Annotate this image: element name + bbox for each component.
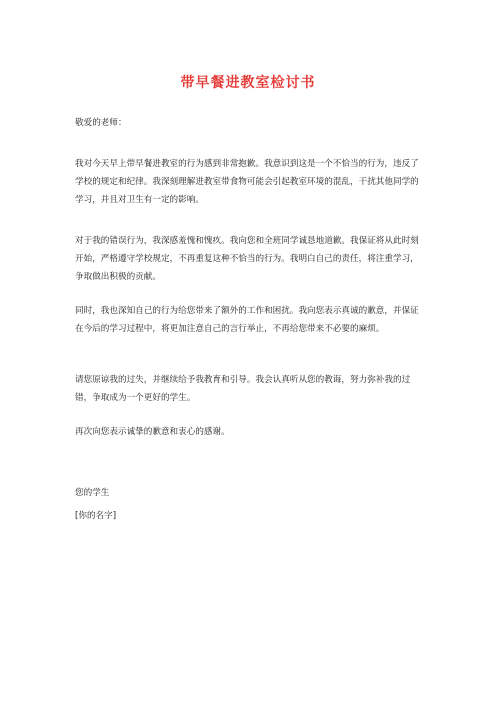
paragraph-1: 我对今天早上带早餐进教室的行为感到非常抱歉。我意识到这是一个不恰当的行为，违反了学校的规定和纪律。我深刻理解进教室带食物可能会引起教室环境的混乱，干扰其他同学的学习，并且对卫生有一定的影响。 bbox=[75, 159, 419, 205]
paragraph-3: 同时，我也深知自己的行为给您带来了额外的工作和困扰。我向您表示真诚的歉意，并保证在今后的学习过程中，将更加注意自己的言行举止，不再给您带来不必要的麻烦。 bbox=[75, 306, 419, 334]
paragraph-2: 对于我的错误行为，我深感羞愧和愧疚。我向您和全班同学诚恳地道歉。我保证将从此时刻开始，严格遵守学校规定，不再重复这种不恰当的行为。我明白自己的责任，将注重学习，争取做出积极的贡献。 bbox=[75, 236, 419, 282]
document-title: 带早餐进教室检讨书 bbox=[180, 75, 316, 91]
closing-line: 您的学生 bbox=[75, 488, 110, 498]
paragraph-5: 再次向您表示诚挚的歉意和衷心的感谢。 bbox=[75, 427, 230, 437]
signature-placeholder: [你的名字] bbox=[75, 511, 117, 521]
greeting: 敬爱的老师： bbox=[75, 118, 127, 128]
paragraph-4: 请您原谅我的过失，并继续给予我教育和引导。我会认真听从您的教诲，努力弥补我的过错，争取成为一个更好的学生。 bbox=[75, 375, 411, 403]
